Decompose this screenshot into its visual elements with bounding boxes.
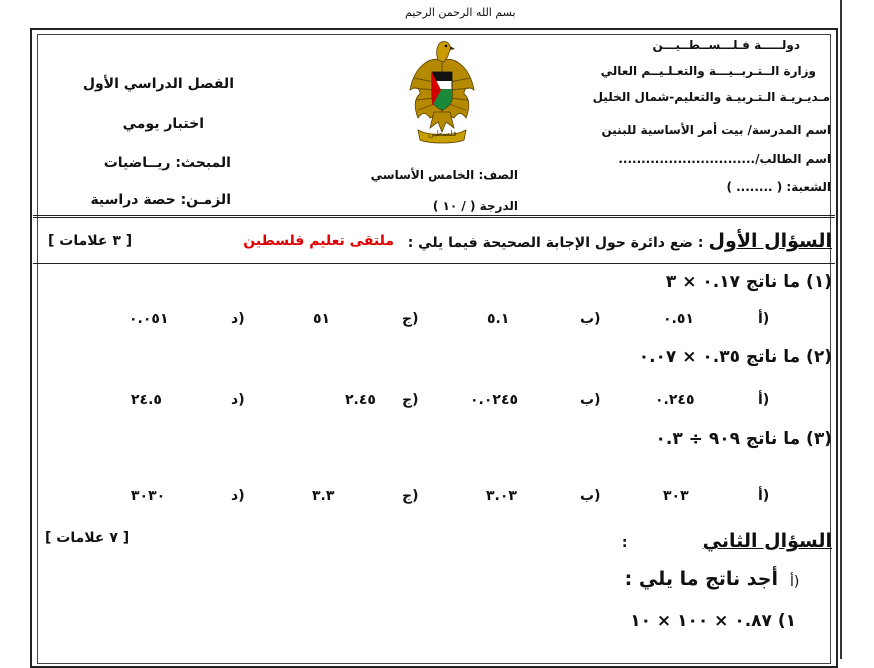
- q1-item2-option-a-value[interactable]: ٠.٢٤٥: [655, 392, 695, 408]
- q2-part-letter: أ): [790, 574, 800, 590]
- q1-item2-option-c-letter: ج): [402, 392, 419, 408]
- q2-part-title: أجد ناتج ما يلي :: [624, 568, 778, 590]
- page-right-border: [840, 0, 842, 659]
- q1-heading: [408, 230, 832, 252]
- q1-separator: [33, 263, 835, 264]
- header-subject: المبحث: ريــاضيات: [103, 155, 231, 171]
- header-section: الشعبة: ( ........ ): [726, 180, 831, 194]
- q1-item2-option-d-value[interactable]: ٢٤.٥: [131, 392, 162, 408]
- q1-item2-option-a-letter: أ): [758, 392, 770, 408]
- emblem-caption: فلسطين: [428, 129, 457, 138]
- q1-item2-option-d-letter: د): [231, 392, 245, 408]
- q1-item3-option-b-value[interactable]: ٣.٠٣: [486, 488, 517, 504]
- q1-item1-option-a-letter: أ): [758, 311, 770, 327]
- q1-item3-option-a-value[interactable]: ٣٠٣: [663, 488, 689, 504]
- header-directorate: مـديـريـة الـتـربيـة والتعليم-شمال الخليل: [592, 90, 830, 104]
- basmala: بسم الله الرحمن الرحيم: [405, 6, 516, 19]
- header-grade: الصف: الخامس الأساسي: [370, 168, 518, 182]
- header-state: دولـــــة فـلـــســطــيـــن: [652, 38, 800, 52]
- q1-item3-option-d-letter: د): [231, 488, 245, 504]
- header-separator: [33, 215, 835, 218]
- q1-item1-option-c-letter: ج): [402, 311, 419, 327]
- header-student-name: اسم الطالب/..............................: [618, 152, 831, 166]
- q2-title: السؤال الثاني: [702, 530, 832, 552]
- q1-title: السؤال الأول: [708, 230, 832, 252]
- q1-item2-prompt: (٢) ما ناتج ٠.٣٥ × ٠.٠٧: [638, 347, 832, 367]
- header-score: الدرجة ( / ١٠ ): [432, 199, 518, 213]
- header-school: اسم المدرسة/ بيت أمر الأساسية للبنين: [601, 123, 831, 137]
- q1-item1-option-d-value[interactable]: ٠.٠٥١: [129, 311, 169, 327]
- q1-instruction: : ضع دائرة حول الإجابة الصحيحة فيما يلي :: [407, 235, 704, 251]
- q1-item3-option-a-letter: أ): [758, 488, 770, 504]
- q1-item1-option-d-letter: د): [231, 311, 245, 327]
- header-ministry: وزارة الــتـربــيـــة والتعـلـيــم العالي: [600, 64, 816, 78]
- q1-item2-option-b-letter: ب): [580, 392, 601, 408]
- q2-colon: :: [621, 535, 628, 551]
- header-term: الفصل الدراسي الأول: [82, 76, 234, 92]
- q2-item1: ١) ٠.٨٧ × ١٠٠ × ١٠: [630, 611, 796, 631]
- q1-item1-option-a-value[interactable]: ٠.٥١: [663, 311, 694, 327]
- q1-item1-option-b-letter: ب): [580, 311, 601, 327]
- q1-item3-option-b-letter: ب): [580, 488, 601, 504]
- q2-marks: [ ٧ علامات ]: [45, 530, 130, 546]
- header-exam-type: اختبار يومي: [122, 116, 204, 132]
- q1-item1-option-c-value[interactable]: ٥١: [313, 311, 331, 327]
- q1-item1-option-b-value[interactable]: ٥.١: [487, 311, 510, 327]
- q1-item3-prompt: (٣) ما ناتج ٩٠٩ ÷ ٠.٣: [655, 429, 832, 449]
- q1-item3-option-c-value[interactable]: ٣.٣: [312, 488, 335, 504]
- q1-item2-option-b-value[interactable]: ٠.٠٢٤٥: [470, 392, 519, 408]
- q1-item1-prompt: (١) ما ناتج ٠.١٧ × ٣: [665, 272, 832, 292]
- q1-watermark: ملتقى تعليم فلسطين: [243, 233, 394, 249]
- header-time: الزمـن: حصة دراسية: [90, 192, 231, 208]
- q2-heading: [622, 530, 832, 552]
- q1-item3-option-d-value[interactable]: ٣٠٣٠: [131, 488, 166, 504]
- q1-item3-option-c-letter: ج): [402, 488, 419, 504]
- q1-item2-option-c-value[interactable]: ٢.٤٥: [345, 392, 376, 408]
- q1-marks: [ ٣ علامات ]: [48, 233, 133, 249]
